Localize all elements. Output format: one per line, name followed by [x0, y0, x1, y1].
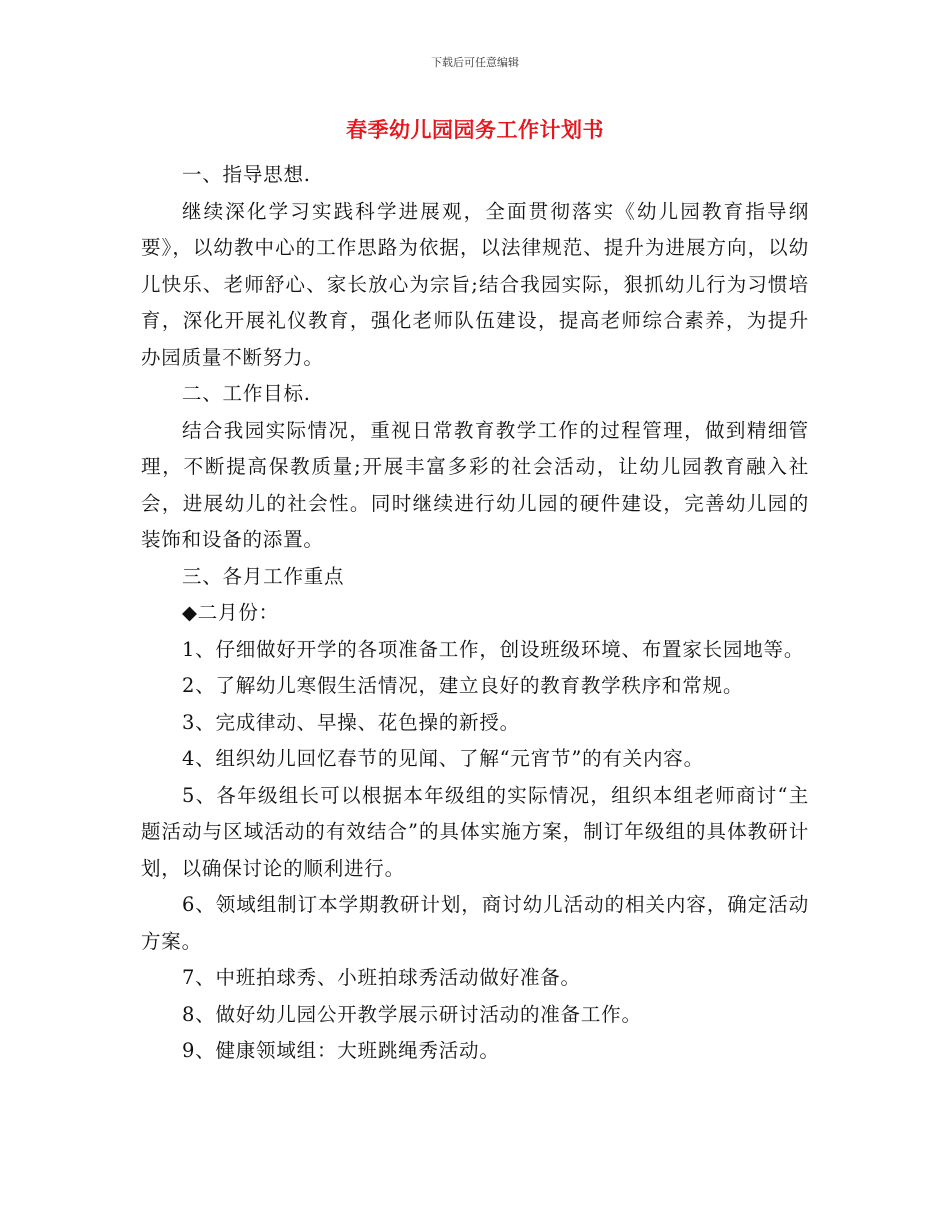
february-heading: ◆二月份： — [181, 601, 279, 624]
document-body — [141, 157, 809, 1070]
guiding-paragraph: 继续深化学习实践科学进展观，全面贯彻落实《幼儿园教育指导纲要》，以幼教中心的工作思路为依据，以法律规范、提升为进展方向，以幼儿快乐、老师舒心、家长放心为宗旨;结合我园实际，狠抓幼儿行为习惯培育，深化开展礼仪教育，强化老师队伍建设，提高老师综合素养，为提升办园质量不断努力。 — [141, 199, 809, 369]
list-item: 8、做好幼儿园公开教学展示研讨活动的准备工作。 — [181, 1002, 642, 1026]
header-note: 下载后可任意编辑 — [431, 56, 519, 69]
list-item: 9、健康领域组：大班跳绳秀活动。 — [181, 1039, 500, 1062]
list-item: 5、各年级组长可以根据本年级组的实际情况，组织本组老师商讨“主题活动与区域活动的有效结合”的具体实施方案，制订年级组的具体教研计划，以确保讨论的顺利进行。 — [141, 783, 809, 880]
list-item: 7、中班拍球秀、小班拍球秀活动做好准备。 — [181, 966, 581, 989]
list-item: 6、领域组制订本学期教研计划，商讨幼儿活动的相关内容，确定活动方案。 — [141, 893, 809, 953]
goals-paragraph: 结合我园实际情况，重视日常教育教学工作的过程管理，做到精细管理，不断提高保教质量;开展丰富多彩的社会活动，让幼儿园教育融入社会，进展幼儿的社会性。同时继续进行幼儿园的硬件建设，完善幼儿园的装饰和设备的添置。 — [141, 418, 809, 551]
goals-heading: 二、工作目标. — [181, 382, 311, 405]
list-item: 2、了解幼儿寒假生活情况，建立良好的教育教学秩序和常规。 — [181, 674, 744, 697]
document-title: 春季幼儿园园务工作计划书 — [346, 118, 604, 142]
list-item: 4、组织幼儿回忆春节的见闻、了解“元宵节”的有关内容。 — [181, 747, 704, 770]
guiding-heading: 一、指导思想. — [181, 163, 311, 186]
list-item: 1、仔细做好开学的各项准备工作，创设班级环境、布置家长园地等。 — [181, 637, 805, 661]
list-item: 3、完成律动、早操、花色操的新授。 — [181, 710, 520, 734]
monthly-heading: 三、各月工作重点 — [181, 564, 345, 588]
